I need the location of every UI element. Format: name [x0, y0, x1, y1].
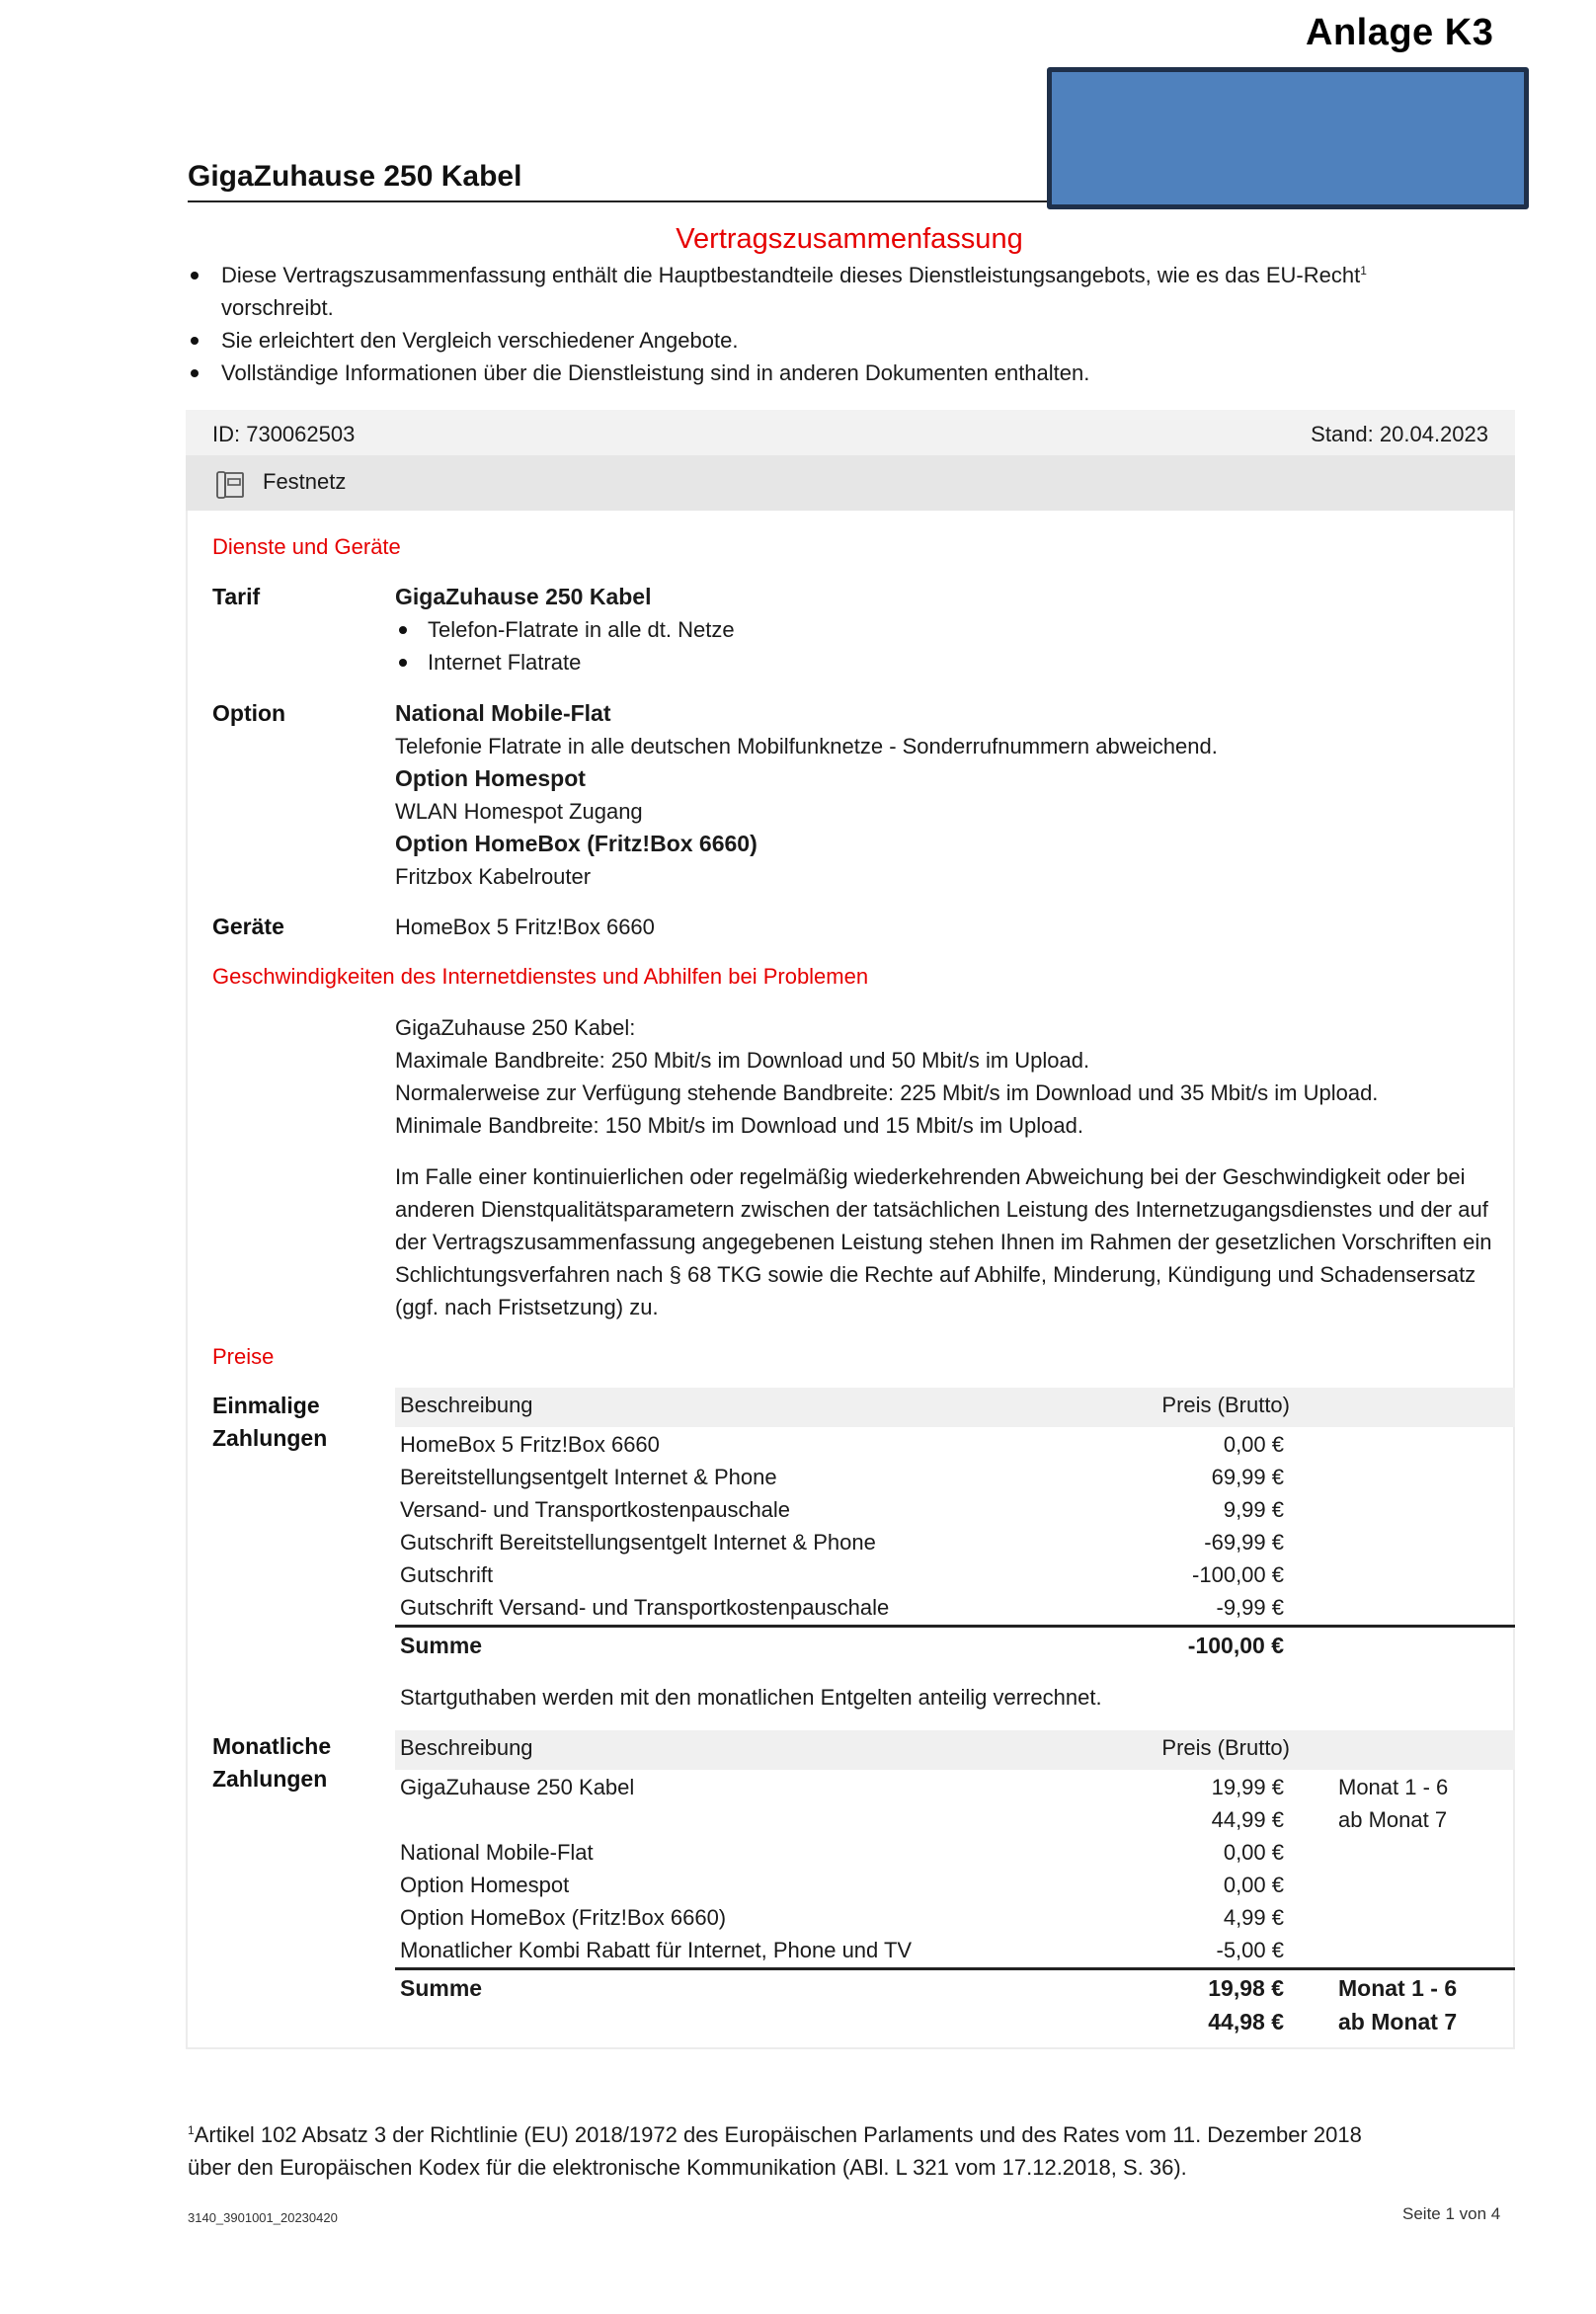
contract-id: ID: 730062503 — [212, 422, 356, 446]
col-header-desc: Beschreibung — [400, 1393, 533, 1417]
tarif-feature: Internet Flatrate — [395, 646, 1501, 678]
table-row: HomeBox 5 Fritz!Box 6660 0,00 € — [400, 1432, 1284, 1457]
speed-line: GigaZuhause 250 Kabel: — [395, 1015, 636, 1040]
landline-phone-icon — [215, 470, 245, 500]
document-title: GigaZuhause 250 Kabel — [188, 160, 522, 193]
speed-line: Maximale Bandbreite: 250 Mbit/s im Download und 50 Mbit/s im Upload. — [395, 1048, 1090, 1073]
monthly-table — [395, 1730, 1515, 2037]
footnote: $^1$Artikel 102 Absatz 3 der Richtlinie (EU) 2018/1972 des Europäischen Parlaments und des Rates vom 11. Dezember 2018 über den Europäischen Kodex für die elektronische Kommunikation (ABl. L 321 vom 17.12.2018, S. 36). — [188, 2122, 1362, 2180]
table-row: Gutschrift -100,00 € — [400, 1562, 1284, 1587]
section-heading-services: Dienste und Geräte — [212, 534, 401, 559]
option-desc: Fritzbox Kabelrouter — [395, 864, 592, 889]
footnote-ref[interactable]: 1 — [1360, 264, 1367, 278]
tarif-label: Tarif — [212, 584, 261, 609]
speed-line: Minimale Bandbreite: 150 Mbit/s im Download und 15 Mbit/s im Upload. — [395, 1113, 1083, 1138]
option-name: Option HomeBox (Fritz!Box 6660) — [395, 831, 758, 856]
table-row: Monatlicher Kombi Rabatt für Internet, Phone und TV -5,00 € — [400, 1938, 1284, 1962]
table-row: 44,99 € ab Monat 7 — [1211, 1807, 1448, 1832]
summary-heading: Vertragszusammenfassung — [676, 223, 1023, 255]
table-row: Bereitstellungsentgelt Internet & Phone 69,99 € — [400, 1465, 1284, 1489]
info-bar — [186, 410, 1515, 455]
tarif-value — [395, 581, 1501, 678]
footnote-marker: 1 — [188, 2123, 195, 2137]
table-row: Gutschrift Bereitstellungsentgelt Internet & Phone -69,99 € — [400, 1530, 1284, 1555]
page-number: Seite 1 von 4 — [1402, 2204, 1501, 2223]
col-header-price: Preis (Brutto) — [1161, 1393, 1290, 1417]
col-header-desc: Beschreibung — [400, 1735, 533, 1760]
one-time-table — [395, 1388, 1515, 1663]
section-heading-speeds: Geschwindigkeiten des Internetdienstes und Abhilfen bei Problemen — [212, 964, 869, 989]
devices-value: HomeBox 5 Fritz!Box 6660 — [395, 915, 655, 939]
tarif-feature: Telefon-Flatrate in alle dt. Netze — [395, 613, 1501, 646]
speed-details — [395, 1011, 1501, 1142]
credit-note: Startguthaben werden mit den monatlichen Entgelten anteilig verrechnet. — [400, 1685, 1102, 1710]
sum-row: 44,98 € ab Monat 7 — [1208, 2009, 1458, 2035]
tarif-name: GigaZuhause 250 Kabel — [395, 584, 652, 609]
stand-date: Stand: 20.04.2023 — [1311, 422, 1488, 446]
speed-line: Normalerweise zur Verfügung stehende Bandbreite: 225 Mbit/s im Download und 35 Mbit/s im Upload. — [395, 1080, 1379, 1105]
option-desc: Telefonie Flatrate in alle deutschen Mobilfunknetze - Sonderrufnummern abweichend. — [395, 734, 1218, 758]
table-row: Versand- und Transportkostenpauschale 9,99 € — [400, 1497, 1284, 1522]
table-row: Option HomeBox (Fritz!Box 6660) 4,99 € — [400, 1905, 1284, 1930]
annex-label: Anlage K3 — [1306, 12, 1494, 53]
option-desc: WLAN Homespot Zugang — [395, 799, 643, 824]
col-header-price: Preis (Brutto) — [1161, 1735, 1290, 1760]
summary-bullet: Diese Vertragszusammenfassung enthält die Hauptbestandteile dieses Dienstleistungsangebots, wie es das EU-Recht$^1$ vorschreibt. — [184, 259, 1517, 324]
table-row: GigaZuhause 250 Kabel 19,99 € Monat 1 - 6 — [400, 1775, 1449, 1799]
option-value — [395, 697, 1501, 893]
sum-row: Summe 19,98 € Monat 1 - 6 — [400, 1975, 1458, 2001]
document-code: 3140_3901001_20230420 — [188, 2210, 338, 2225]
sum-row: Summe -100,00 € — [400, 1633, 1284, 1658]
table-row: Option Homespot 0,00 € — [400, 1873, 1284, 1897]
remedy-text: Im Falle einer kontinuierlichen oder regelmäßig wiederkehrenden Abweichung bei der Geschwindigkeit oder bei anderen Dienstqualitätsparametern zwischen der tatsächlichen Leistung des Internetzugangsdienstes und der auf der Vertragszusammenfassung angegebenen Leistung stehen Ihnen im Rahmen der gesetzlichen Vorschriften ein Schlichtungsverfahren nach § 68 TKG sowie die Rechte auf Abhilfe, Minderung, Kündigung und Schadensersatz (ggf. nach Fristsetzung) zu. — [395, 1164, 1492, 1319]
table-row: National Mobile-Flat 0,00 € — [400, 1840, 1284, 1865]
summary-bullet: Sie erleichtert den Vergleich verschiedener Angebote. — [184, 324, 1517, 357]
redaction-box — [1047, 67, 1529, 209]
option-name: National Mobile-Flat — [395, 700, 611, 726]
option-name: Option Homespot — [395, 765, 586, 791]
section-heading-prices: Preise — [212, 1344, 275, 1369]
monthly-label: Monatliche Zahlungen — [212, 1733, 332, 1792]
category-label: Festnetz — [263, 469, 347, 494]
option-label: Option — [212, 700, 286, 726]
table-header — [395, 1730, 1515, 1770]
one-time-label: Einmalige Zahlungen — [212, 1393, 328, 1451]
devices-label: Geräte — [212, 914, 284, 939]
table-header — [395, 1388, 1515, 1427]
table-row: Gutschrift Versand- und Transportkostenpauschale -9,99 € — [400, 1595, 1284, 1620]
summary-bullets — [184, 259, 1517, 389]
title-underline — [188, 200, 1047, 202]
category-bar — [186, 455, 1515, 511]
summary-bullet: Vollständige Informationen über die Dienstleistung sind in anderen Dokumenten enthalten. — [184, 357, 1517, 389]
